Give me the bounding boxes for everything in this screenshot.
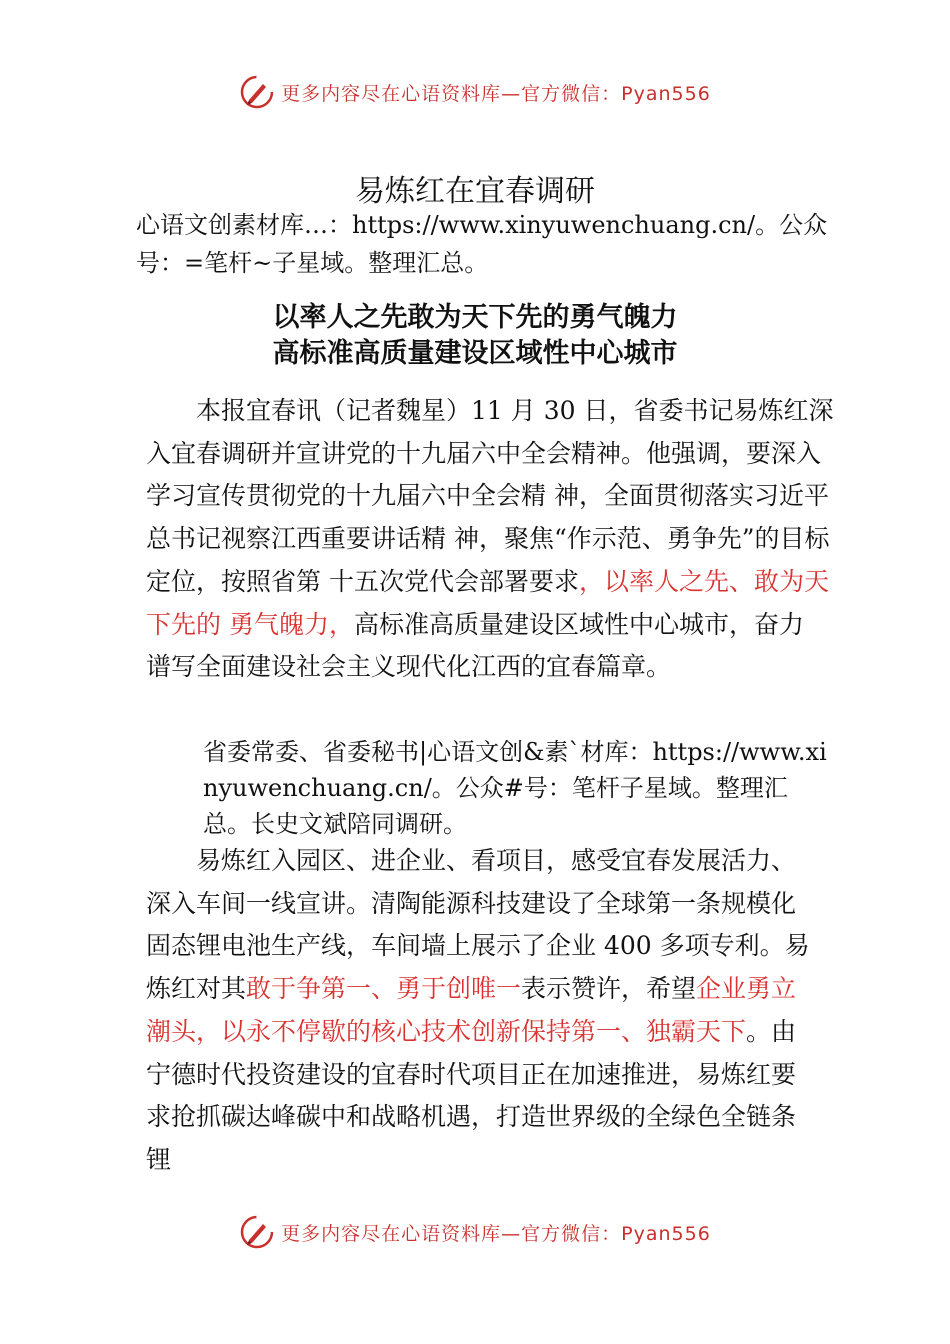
paragraph-1-text-c: 高标准高质量建设区域性中心城市，奋力 谱写全面建设社会主义现代化江西的宜春篇章。: [146, 609, 804, 682]
banner-text: 更多内容尽在心语资料库—官方微信：Pyan556: [281, 82, 711, 105]
headline-line-2: 高标准高质量建设区域性中心城市: [272, 338, 678, 369]
page-title: 易炼红在宜春调研: [355, 174, 595, 209]
paragraph-3-highlight-1: 敢于争第一、勇于创唯一: [246, 974, 522, 1004]
paragraph-2: 省委常委、省委秘书|心语文创&素`材库：https://www.xinyuwenchuang.cn/。公众#号：笔杆子星域。整理汇总。长史文斌陪同调研。: [203, 738, 827, 838]
pen-logo-icon: [239, 74, 275, 110]
paragraph-3-text-c: 表示赞许，希望: [521, 974, 697, 1004]
paragraph-1: [146, 390, 836, 689]
top-banner: [0, 72, 950, 112]
paragraph-3-text-e: 。由宁德时代投资建设的宜春时代项目正在加速推进，易炼红要求抢抓碳达峰碳中和战略机遇，打造世界级的全绿色全链条锂: [146, 1016, 797, 1174]
paragraph-3: [146, 840, 811, 1182]
paragraph-3-text-a: 易炼红入园区、进企业、看项目，感受宜春发展活力、深入车间一线宣讲。清陶能源科技建设了全球第一条规模化固态锂电池生产线，车间墙上展示了企业 400 多项专利。易炼红对其: [146, 846, 810, 1004]
headline-line-1: 以率人之先敢为天下先的勇气魄力: [272, 302, 678, 333]
bottom-banner: [0, 1212, 950, 1252]
banner-text: 更多内容尽在心语资料库—官方微信：Pyan556: [281, 1222, 711, 1245]
source-note: 心语文创素材库…：https://www.xinyuwenchuang.cn/。公众号：=笔杆~子星域。整理汇总。: [136, 211, 828, 277]
pen-logo-icon: [239, 1214, 275, 1250]
paragraph-1-text-a: 本报宜春讯（记者魏星）11 月 30 日，省委书记易炼红深入宜春调研并宣讲党的十九届六中全会精神。他强调，要深入学习宣传贯彻党的十九届六中全会精 神，全面贯彻落实习近平总书记视察江西重要讲话精 神，聚焦“作示范、勇争先”的目标定位，按照省第 十五次党代会部署要求: [146, 396, 834, 596]
paragraph-1-highlight: ，以率人之先、敢为天下先的 勇气魄力，: [146, 566, 829, 639]
paragraph-3-highlight-2: 企业勇立潮头，以永不停歇的核心技术创新保持第一、独霸天下: [146, 974, 797, 1046]
